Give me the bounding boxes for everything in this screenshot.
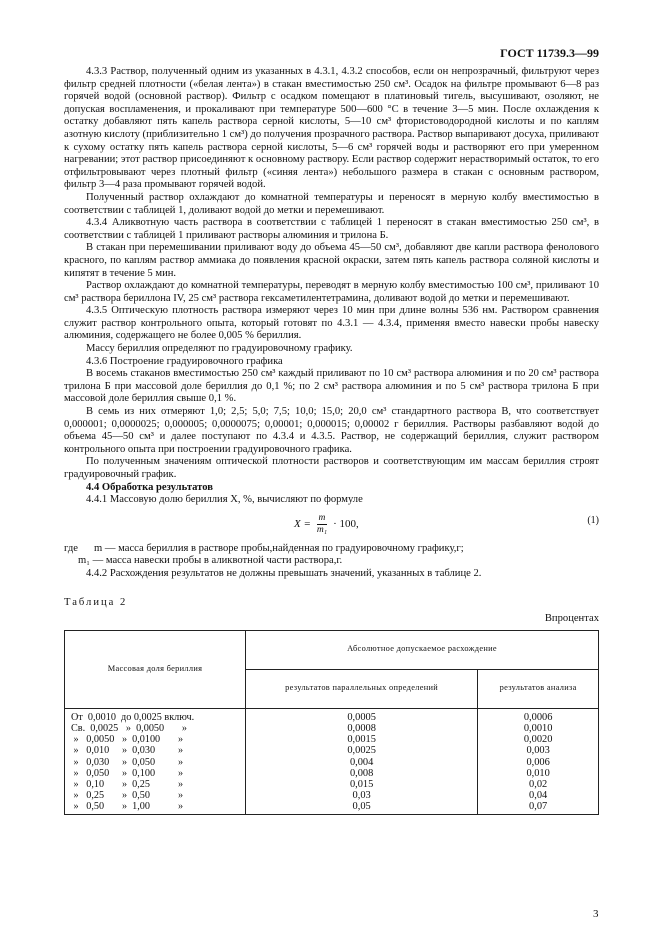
- table-row: [65, 790, 599, 801]
- header-analysis-results: результатов анализа: [478, 669, 599, 708]
- definition-lead: [64, 555, 78, 568]
- cell-parallel: 0,015: [246, 779, 478, 790]
- formula-rhs: · 100,: [333, 517, 359, 530]
- cell-mass: » 0,50 » 1,00 »: [65, 801, 246, 814]
- cell-analysis: 0,010: [478, 768, 599, 779]
- paragraph: Раствор охлаждают до комнатной температуры, переводят в мерную колбу вместимостью 100 см³, приливают 10 см³ раствора бериллона IV, 25 см³ раствора гексаметилентетрамина, доливают водой до метки и перемешивают.: [64, 280, 599, 304]
- tolerance-table: [64, 630, 599, 815]
- cell-parallel: 0,008: [246, 768, 478, 779]
- cell-parallel: 0,0008: [246, 723, 478, 734]
- cell-parallel: 0,0015: [246, 734, 478, 745]
- page-number: 3: [593, 908, 599, 920]
- table-units: Впроцентах: [544, 613, 599, 625]
- paragraph: В стакан при перемешивании приливают воду до объема 45—50 см³, добавляют две капли раствора фенолового красного, по каплям раствор аммиака до появления красной окраски, затем пять капель раствора соляной кислоты и кипятят в течение 5 мин.: [64, 242, 599, 279]
- definition-m: [64, 543, 599, 556]
- variable-definitions: [64, 543, 599, 568]
- table-row: [65, 708, 599, 723]
- table-row: [65, 745, 599, 756]
- formula-1: [64, 511, 599, 541]
- formula-fraction: [315, 513, 329, 536]
- table-row: [65, 779, 599, 790]
- cell-mass: » 0,0050 » 0,0100 »: [65, 734, 246, 745]
- table-row: [65, 723, 599, 734]
- cell-analysis: 0,0010: [478, 723, 599, 734]
- cell-mass: » 0,010 » 0,030 »: [65, 745, 246, 756]
- section-heading-4-4: 4.4 Обработка результатов: [86, 481, 213, 493]
- cell-mass: Св. 0,0025 » 0,0050 »: [65, 723, 246, 734]
- standard-header: ГОСТ 11739.3—99: [500, 46, 599, 60]
- paragraph-4-3-3: 4.3.3 Раствор, полученный одним из указанных в 4.3.1, 4.3.2 способов, если он непрозрачный, фильтруют через фильтр средней плотности («белая лента») в стакан вместимостью 250 см³. Осадок на фильтре промывают 6—8 раз горячей водой (основной раствор). Фильтр с осадком помещают в платиновый тигель, высушивают, озоляют, не допуская воспламенения, и прокаливают при температуре 500—600 °С в течение 3—5 мин. После охлаждения к остатку добавляют пять капель раствора серной кислоты, 5—10 см³ фтористоводородной кислоты и по каплям азотную кислоту (приблизительно 1 см³) до получения прозрачного раствора. Раствор выпаривают досуха, приливают к сухому остатку пять капель раствора серной кислоты, 5—6 см³ горячей воды и растворяют его при умеренном нагревании; этот раствор присоединяют к основному раствору. Если раствор содержит нерастворимый остаток, то его отфильтровывают через плотный фильтр («синяя лента») небольшого размера в стакан с основным раствором, фильтр 3—4 раза промывают горячей водой.: [64, 66, 599, 191]
- paragraph-4-4-1: 4.4.1 Массовую долю бериллия X, %, вычисляют по формуле: [86, 494, 363, 506]
- paragraph-4-3-4: 4.3.4 Аликвотную часть раствора в соответствии с таблицей 1 переносят в стакан вместимостью 250 см³, в соответствии с таблицей 1 приливают растворы алюминия и трилона Б.: [64, 217, 599, 241]
- cell-parallel: 0,004: [246, 757, 478, 768]
- subsection-heading-4-3-6: 4.3.6 Построение градуировочного графика: [86, 355, 283, 367]
- formula-denominator: m₁: [316, 524, 328, 535]
- table-caption: Таблица 2: [64, 596, 128, 608]
- cell-analysis: 0,07: [478, 801, 599, 814]
- cell-parallel: 0,0005: [246, 708, 478, 723]
- definition-text: m₁ — масса навески пробы в аликвотной части раствора,г.: [78, 555, 343, 567]
- header-parallel-determinations: результатов параллельных определений: [246, 669, 478, 708]
- cell-analysis: 0,003: [478, 745, 599, 756]
- cell-parallel: 0,03: [246, 790, 478, 801]
- cell-analysis: 0,02: [478, 779, 599, 790]
- paragraph: Массу бериллия определяют по градуировочному графику.: [86, 343, 353, 355]
- formula-number: (1): [587, 514, 599, 526]
- cell-analysis: 0,0006: [478, 708, 599, 723]
- table-row: [65, 757, 599, 768]
- paragraph-4-3-5: 4.3.5 Оптическую плотность раствора измеряют через 10 мин при длине волны 536 нм. Раствором сравнения служит раствор контрольного опыта, который готовят по 4.3.1 — 4.3.4, применяя вместо навески пробы навеску алюминия, содержащего не более 0,005 % бериллия.: [64, 305, 599, 342]
- table-row: [65, 734, 599, 745]
- paragraph: В восемь стаканов вместимостью 250 см³ каждый приливают по 10 см³ раствора алюминия и по 20 см³ раствора трилона Б при массовой доле бериллия до 0,1 %; по 2 см³ раствора алюминия и по 5 см³ раствора трилона Б при массовой доле бериллия свыше 0,1 %.: [64, 368, 599, 405]
- definition-lead: где: [64, 542, 78, 554]
- table-row: [65, 801, 599, 814]
- page-content: [64, 66, 599, 815]
- cell-parallel: 0,05: [246, 801, 478, 814]
- header-mass-fraction: Массовая доля бериллия: [65, 630, 246, 708]
- cell-analysis: 0,04: [478, 790, 599, 801]
- table-body: [65, 708, 599, 814]
- formula-expression: [294, 513, 359, 536]
- cell-analysis: 0,0020: [478, 734, 599, 745]
- cell-mass: От 0,0010 до 0,0025 включ.: [65, 708, 246, 723]
- cell-mass: » 0,050 » 0,100 »: [65, 768, 246, 779]
- paragraph-4-4-2: 4.4.2 Расхождения результатов не должны превышать значений, указанных в таблице 2.: [86, 567, 482, 579]
- cell-mass: » 0,030 » 0,050 »: [65, 757, 246, 768]
- cell-analysis: 0,006: [478, 757, 599, 768]
- cell-mass: » 0,25 » 0,50 »: [65, 790, 246, 801]
- paragraph: Полученный раствор охлаждают до комнатной температуры и переносят в мерную колбу вместимостью в соответствии с таблицей 1, доливают водой до метки и перемешивают.: [64, 191, 599, 216]
- formula-numerator: m: [318, 512, 326, 523]
- formula-lhs: X =: [294, 517, 311, 530]
- paragraph: По полученным значениям оптической плотности растворов и соответствующим им массам бериллия строят градуировочный график.: [64, 456, 599, 480]
- table-row: [65, 768, 599, 779]
- paragraph: В семь из них отмеряют 1,0; 2,5; 5,0; 7,5; 10,0; 15,0; 20,0 см³ стандартного раствора В, что соответствует 0,000001; 0,0000025; 0,000005; 0,0000075; 0,00001; 0,000015; 0,00002 г бериллия. Растворы разбавляют водой до объема 45—50 см³ и далее поступают по 4.3.4 и 4.3.5. Раствор, не содержащий бериллия, служит раствором контрольного опыта при построении градуировочного графика.: [64, 406, 599, 455]
- definition-m1: [64, 555, 599, 568]
- header-absolute-tolerance: Абсолютное допускаемое расхождение: [246, 630, 599, 669]
- definition-text: m — масса бериллия в растворе пробы,найденная по градуировочному графику,г;: [94, 542, 464, 554]
- cell-parallel: 0,0025: [246, 745, 478, 756]
- cell-mass: » 0,10 » 0,25 »: [65, 779, 246, 790]
